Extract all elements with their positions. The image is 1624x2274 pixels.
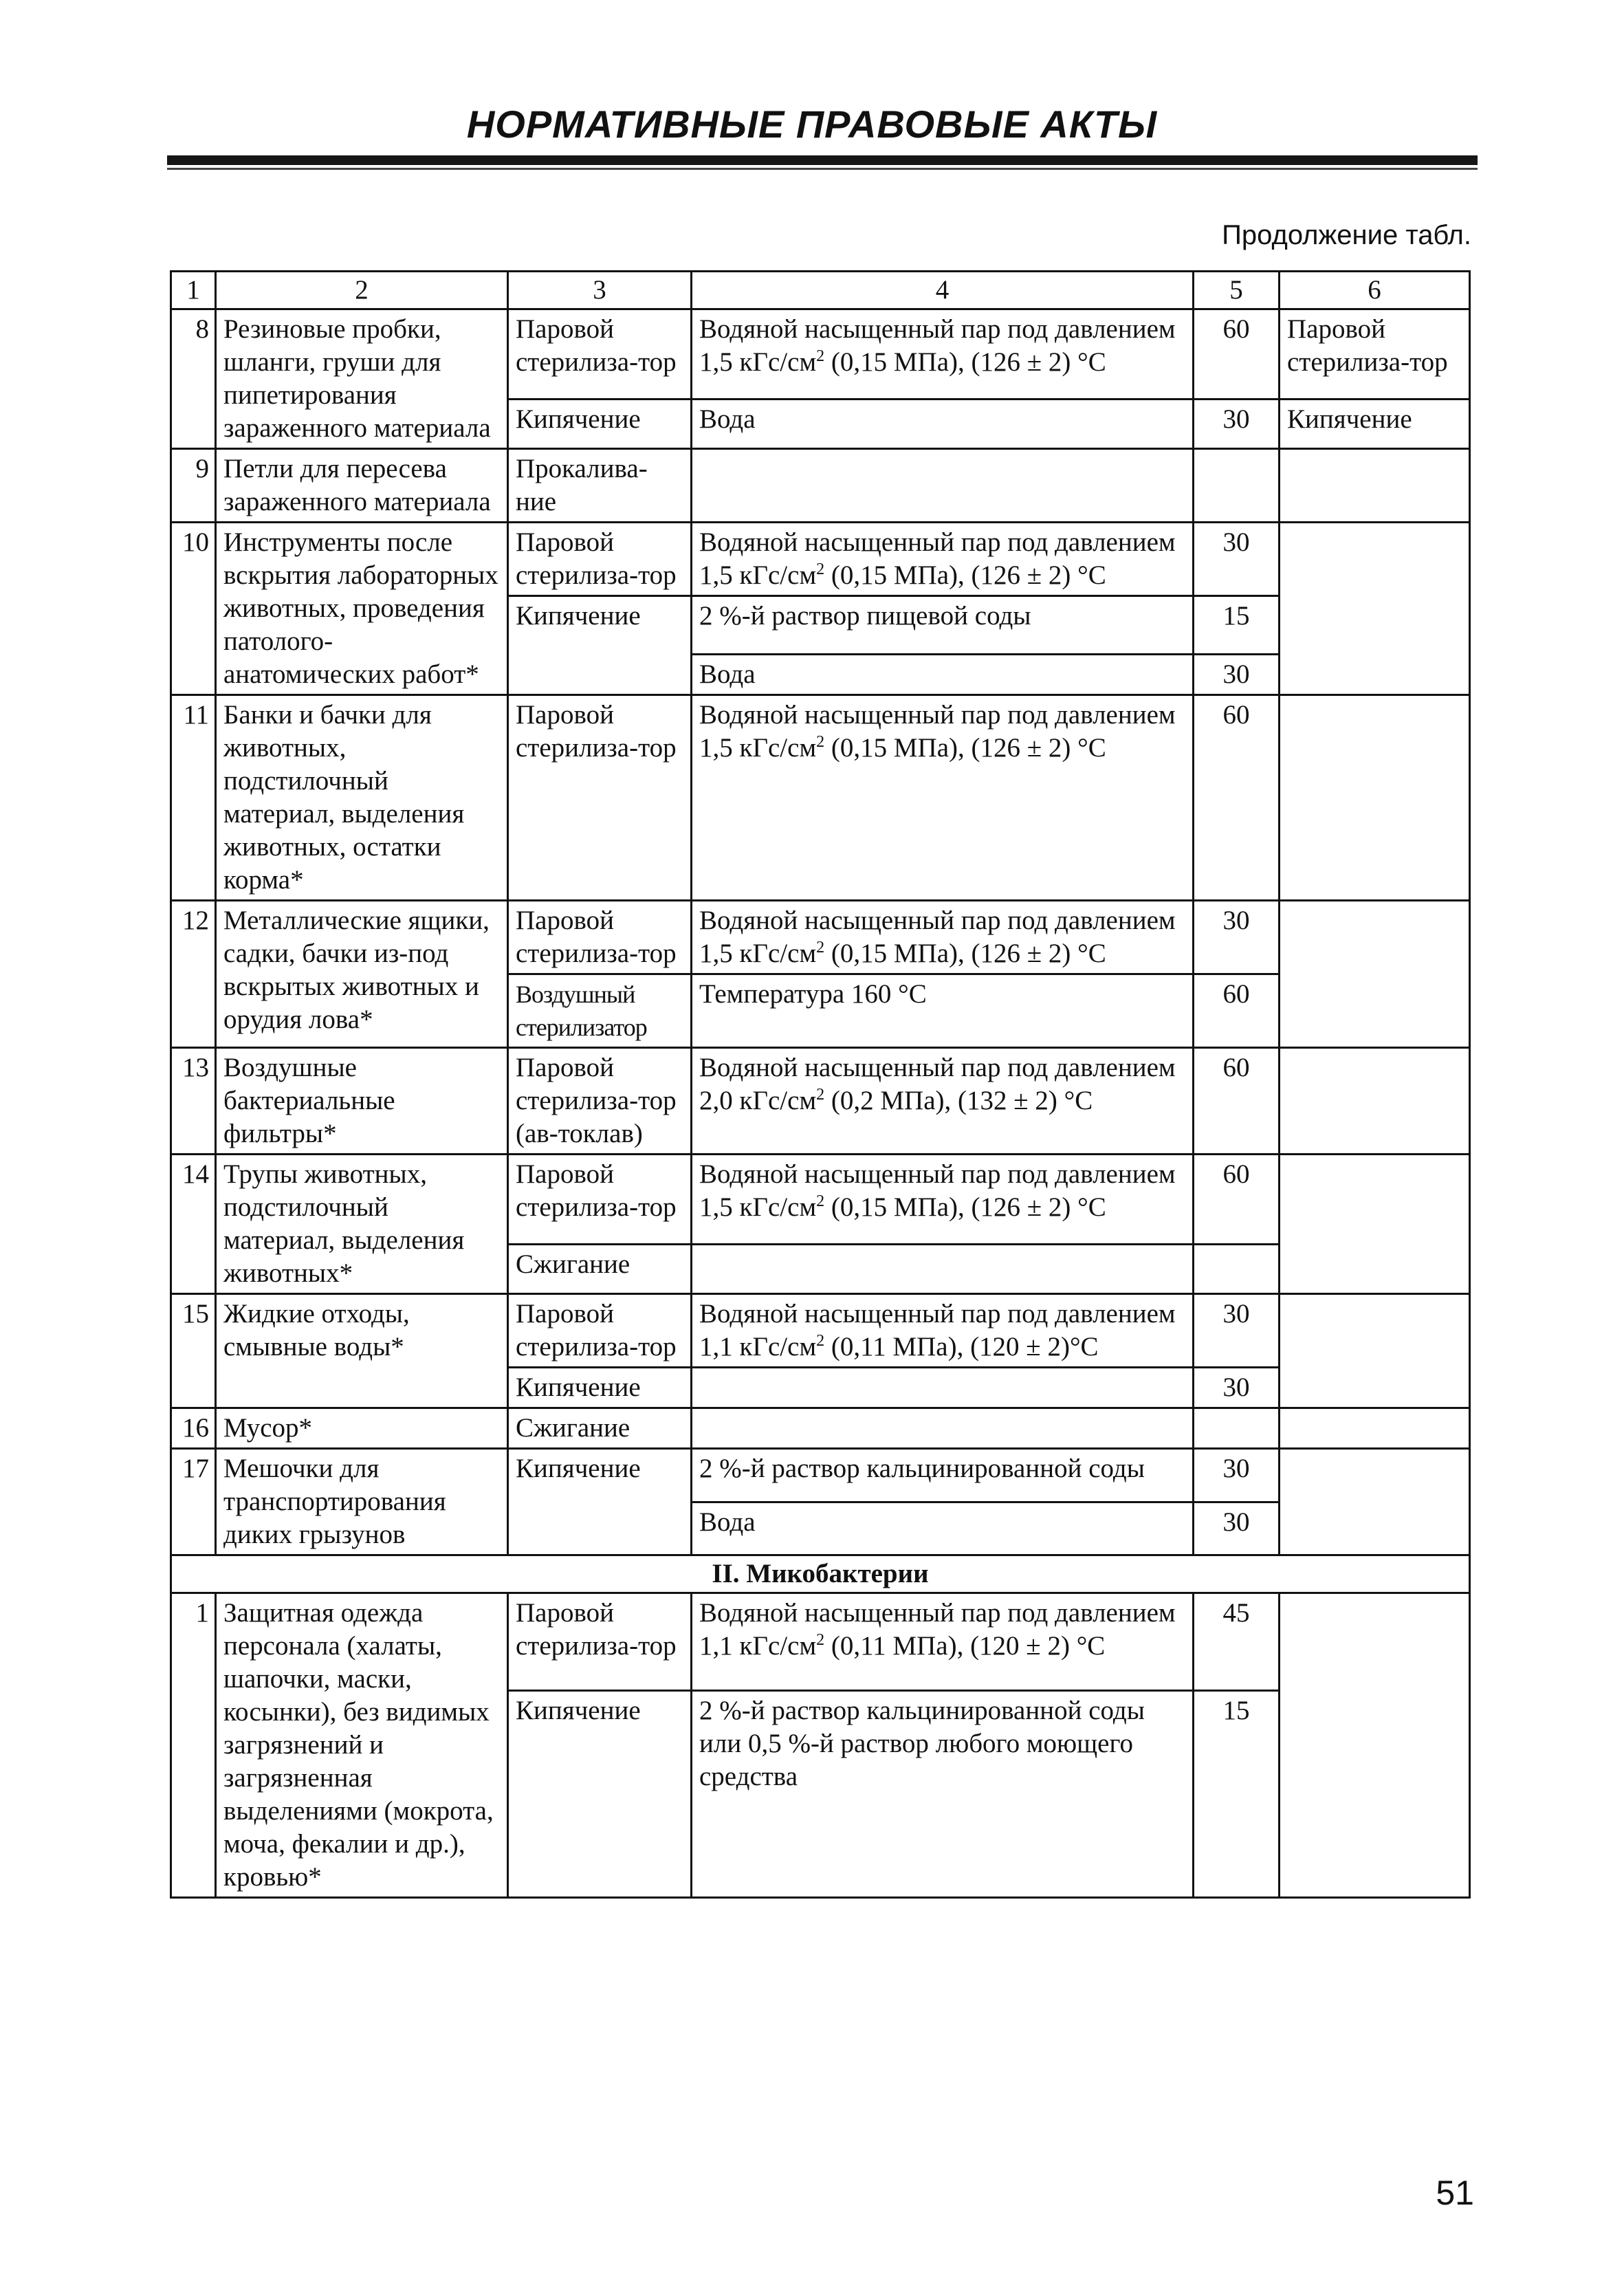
table-row [171, 1048, 1470, 1155]
agent-cell: Вода [692, 1502, 1194, 1555]
section-row [171, 1555, 1470, 1593]
row-number: 8 [171, 309, 216, 449]
time-cell: 30 [1194, 523, 1280, 596]
equipment-cell [1280, 1294, 1470, 1408]
equipment-cell [1280, 901, 1470, 1048]
header-rule-thin [167, 168, 1478, 170]
table-row [171, 901, 1470, 974]
agent-cell: Водяной насыщенный пар под давлением 1,5 кГс/$см^2$ (0,15 МПа), (126 ± 2) °С [692, 901, 1194, 974]
equipment-cell [1280, 523, 1470, 695]
method-cell: Паровой стерилиза-тор [508, 901, 692, 974]
row-number: 15 [171, 1294, 216, 1408]
row-number: 17 [171, 1449, 216, 1555]
method-cell: Прокалива-ние [508, 449, 692, 523]
table-row [171, 1155, 1470, 1245]
disinfection-table [170, 270, 1471, 1899]
time-cell: 60 [1194, 1048, 1280, 1155]
column-number: 3 [508, 272, 692, 309]
object-cell: Жидкие отходы, смывные воды* [216, 1294, 508, 1408]
method-cell: Паровой стерилиза-тор [508, 695, 692, 901]
method-cell: Паровой стерилиза-тор [508, 309, 692, 400]
object-cell: Мешочки для транспортирования диких грызунов [216, 1449, 508, 1555]
time-cell: 30 [1194, 1502, 1280, 1555]
column-number: 1 [171, 272, 216, 309]
time-cell [1194, 1408, 1280, 1449]
method-cell: Воздушный стерилизатор [508, 974, 692, 1048]
object-cell: Воздушные бактериальные фильтры* [216, 1048, 508, 1155]
object-cell: Защитная одежда персонала (халаты, шапочки, маски, косынки), без видимых загрязнений и загрязненная выделениями (мокрота, моча, фекалии и др.), кровью* [216, 1593, 508, 1898]
object-cell: Банки и бачки для животных, подстилочный материал, выделения животных, остатки корма* [216, 695, 508, 901]
method-cell: Паровой стерилиза-тор (ав-токлав) [508, 1048, 692, 1155]
method-cell: Паровой стерилиза-тор [508, 523, 692, 596]
method-cell: Кипячение [508, 1368, 692, 1408]
header-rule [167, 155, 1478, 165]
agent-cell: Температура 160 °С [692, 974, 1194, 1048]
method-cell: Паровой стерилиза-тор [508, 1155, 692, 1245]
method-cell: Кипячение [508, 1691, 692, 1898]
time-cell [1194, 449, 1280, 523]
column-number: 5 [1194, 272, 1280, 309]
table-row [171, 1408, 1470, 1449]
row-number: 1 [171, 1593, 216, 1898]
method-cell: Сжигание [508, 1408, 692, 1449]
agent-cell: 2 %-й раствор кальцинированной соды [692, 1449, 1194, 1502]
section-title: II. Микобактерии [171, 1555, 1470, 1593]
time-cell: 30 [1194, 1449, 1280, 1502]
object-cell: Инструменты после вскрытия лабораторных животных, проведения патолого-анатомических работ* [216, 523, 508, 695]
equipment-cell: Паровой стерилиза-тор [1280, 309, 1470, 400]
agent-cell [692, 1368, 1194, 1408]
row-number: 11 [171, 695, 216, 901]
time-cell: 30 [1194, 1294, 1280, 1368]
object-cell: Металлические ящики, садки, бачки из-под вскрытых животных и орудия лова* [216, 901, 508, 1048]
table-continuation-label: Продолжение табл. [1222, 220, 1471, 250]
method-cell: Кипячение [508, 399, 692, 448]
equipment-cell: Кипячение [1280, 399, 1470, 448]
agent-cell: Водяной насыщенный пар под давлением 1,1 кГс/$см^2$ (0,11 МПа), (120 ± 2)°С [692, 1294, 1194, 1368]
row-number: 12 [171, 901, 216, 1048]
table-row [171, 695, 1470, 901]
time-cell: 15 [1194, 1691, 1280, 1898]
time-cell: 60 [1194, 974, 1280, 1048]
object-cell: Мусор* [216, 1408, 508, 1449]
table-row [171, 1593, 1470, 1691]
time-cell: 30 [1194, 901, 1280, 974]
agent-cell [692, 1244, 1194, 1293]
method-cell: Кипячение [508, 1449, 692, 1555]
page-number: 51 [1436, 2174, 1474, 2212]
agent-cell: Водяной насыщенный пар под давлением 1,5 кГс/$см^2$ (0,15 МПа), (126 ± 2) °С [692, 695, 1194, 901]
row-number: 16 [171, 1408, 216, 1449]
time-cell: 45 [1194, 1593, 1280, 1691]
method-cell: Кипячение [508, 596, 692, 695]
equipment-cell [1280, 1593, 1470, 1898]
row-number: 10 [171, 523, 216, 695]
time-cell: 15 [1194, 596, 1280, 655]
equipment-cell [1280, 1408, 1470, 1449]
time-cell: 30 [1194, 655, 1280, 695]
agent-cell: Водяной насыщенный пар под давлением 2,0 кГс/$см^2$ (0,2 МПа), (132 ± 2) °С [692, 1048, 1194, 1155]
time-cell: 60 [1194, 695, 1280, 901]
equipment-cell [1280, 695, 1470, 901]
agent-cell: Водяной насыщенный пар под давлением 1,1 кГс/$см^2$ (0,11 МПа), (120 ± 2) °С [692, 1593, 1194, 1691]
equipment-cell [1280, 1155, 1470, 1294]
agent-cell [692, 449, 1194, 523]
column-number: 4 [692, 272, 1194, 309]
agent-cell [692, 1408, 1194, 1449]
column-number: 6 [1280, 272, 1470, 309]
agent-cell: Водяной насыщенный пар под давлением 1,5 кГс/$см^2$ (0,15 МПа), (126 ± 2) °С [692, 523, 1194, 596]
column-number: 2 [216, 272, 508, 309]
equipment-cell [1280, 449, 1470, 523]
agent-cell: Вода [692, 399, 1194, 448]
time-cell: 60 [1194, 309, 1280, 400]
agent-cell: Вода [692, 655, 1194, 695]
table-row [171, 309, 1470, 400]
object-cell: Резиновые пробки, шланги, груши для пипетирования зараженного материала [216, 309, 508, 449]
agent-cell: 2 %-й раствор пищевой соды [692, 596, 1194, 655]
table-row [171, 449, 1470, 523]
row-number: 9 [171, 449, 216, 523]
page-header-title: НОРМАТИВНЫЕ ПРАВОВЫЕ АКТЫ [466, 102, 1158, 146]
column-number-row [171, 272, 1470, 309]
method-cell: Паровой стерилиза-тор [508, 1294, 692, 1368]
time-cell: 30 [1194, 399, 1280, 448]
row-number: 14 [171, 1155, 216, 1294]
row-number: 13 [171, 1048, 216, 1155]
time-cell: 60 [1194, 1155, 1280, 1245]
agent-cell: Водяной насыщенный пар под давлением 1,5 кГс/$см^2$ (0,15 МПа), (126 ± 2) °С [692, 1155, 1194, 1245]
time-cell [1194, 1244, 1280, 1293]
agent-cell: 2 %-й раствор кальцинированной соды или 0,5 %-й раствор любого моющего средства [692, 1691, 1194, 1898]
object-cell: Трупы животных, подстилочный материал, выделения животных* [216, 1155, 508, 1294]
object-cell: Петли для пересева зараженного материала [216, 449, 508, 523]
time-cell: 30 [1194, 1368, 1280, 1408]
table-row [171, 1294, 1470, 1368]
table-row [171, 523, 1470, 596]
method-cell: Паровой стерилиза-тор [508, 1593, 692, 1691]
equipment-cell [1280, 1048, 1470, 1155]
table-row [171, 1449, 1470, 1502]
method-cell: Сжигание [508, 1244, 692, 1293]
equipment-cell [1280, 1449, 1470, 1555]
agent-cell: Водяной насыщенный пар под давлением 1,5 кГс/$см^2$ (0,15 МПа), (126 ± 2) °С [692, 309, 1194, 400]
